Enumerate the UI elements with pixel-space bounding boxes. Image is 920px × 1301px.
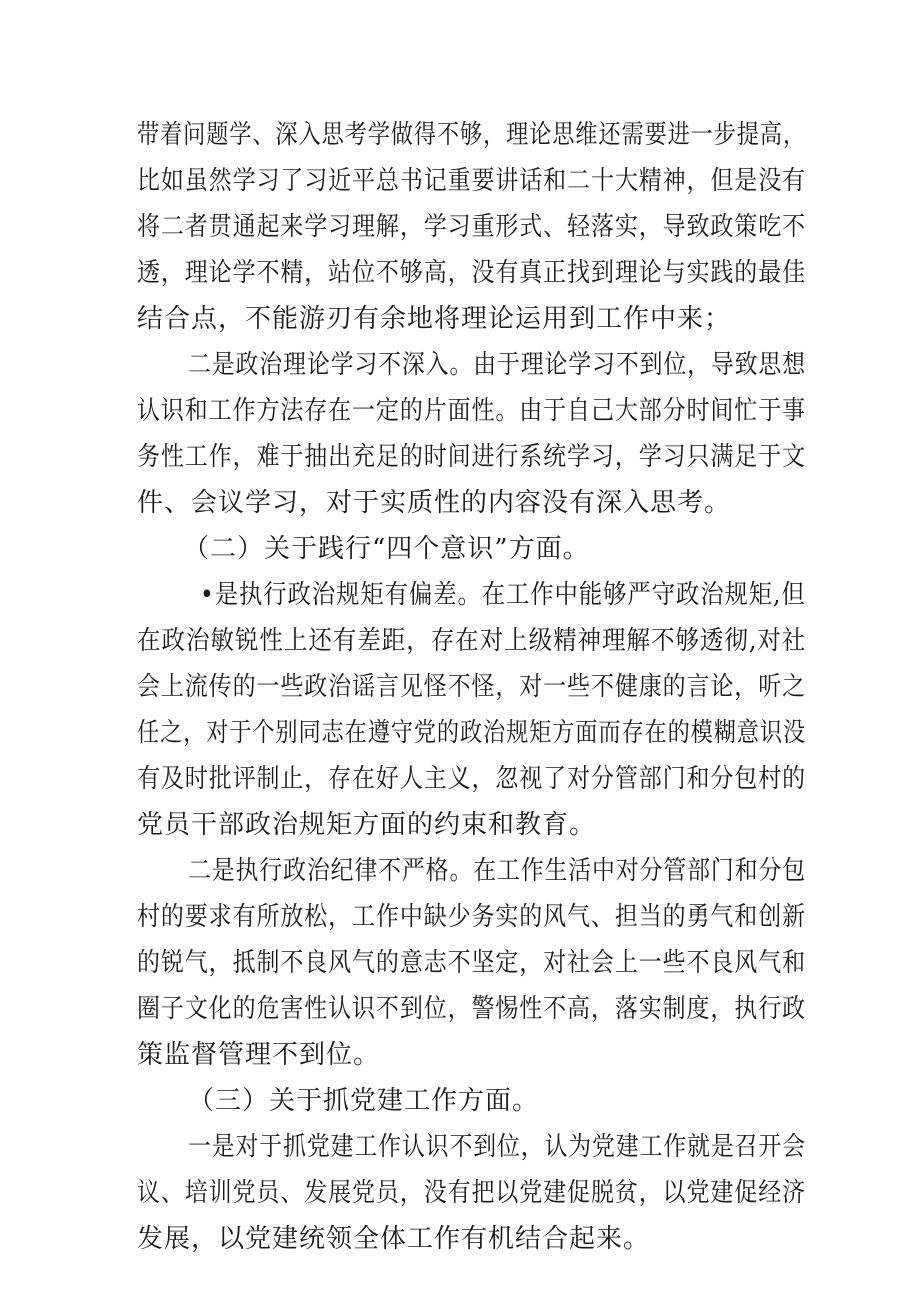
text-line: 党员干部政治规矩方面的约束和教育。: [137, 810, 597, 840]
text-line: 一是对于抓党建工作认识不到位，认为党建工作就是召开会: [188, 1132, 806, 1162]
text-line: 议、培训党员、发展党员，没有把以党建促脱贫，以党建促经济: [137, 1178, 806, 1208]
text-line: 任之，对于个别同志在遵守党的政治规矩方面而存在的模糊意识没: [137, 718, 807, 748]
text-line: 的锐气，抵制不良风气的意志不坚定，对社会上一些不良风气和: [137, 948, 806, 978]
text-line: 件、会议学习，对于实质性的内容没有深入思考。: [137, 488, 732, 518]
text-line: 发展，以党建统领全体工作有机结合起来。: [137, 1224, 651, 1254]
text-line: •是执行政治规矩有偏差。在工作中能够严守政治规矩,但: [200, 580, 806, 610]
text-line: 策监督管理不到位。: [137, 1040, 381, 1070]
text-line: 比如虽然学习了习近平总书记重要讲话和二十大精神，但是没有: [137, 166, 806, 196]
text-line: 二是政治理论学习不深入。由于理论学习不到位，导致思想: [188, 350, 806, 380]
text-line: 村的要求有所放松，工作中缺少务实的风气、担当的勇气和创新: [137, 902, 806, 932]
text-line: 认识和工作方法存在一定的片面性。由于自己大部分时间忙于事: [137, 396, 806, 426]
text-line: 务性工作，难于抽出充足的时间进行系统学习，学习只满足于文: [137, 442, 806, 472]
text-line: 将二者贯通起来学习理解，学习重形式、轻落实，导致政策吃不: [137, 212, 806, 242]
text-line: 结合点，不能游刃有余地将理论运用到工作中来；: [137, 304, 732, 334]
text-line: 会上流传的一些政治谣言见怪不怪，对一些不健康的言论，听之: [137, 672, 806, 702]
section-heading: （二）关于践行“四个意识”方面。: [183, 534, 590, 564]
text-line: 在政治敏锐性上还有差距，存在对上级精神理解不够透彻,对社: [137, 626, 807, 656]
text-line: 圈子文化的危害性认识不到位，警惕性不高，落实制度，执行政: [137, 994, 806, 1024]
section-heading: （三）关于抓党建工作方面。: [188, 1086, 540, 1116]
text-line: 有及时批评制止，存在好人主义，忽视了对分管部门和分包村的: [137, 764, 806, 794]
text-line: 透，理论学不精，站位不够高，没有真正找到理论与实践的最佳: [137, 258, 806, 288]
text-line: 带着问题学、深入思考学做得不够，理论思维还需要进一步提高，: [137, 120, 807, 150]
text-line: 二是执行政治纪律不严格。在工作生活中对分管部门和分包: [188, 856, 806, 886]
